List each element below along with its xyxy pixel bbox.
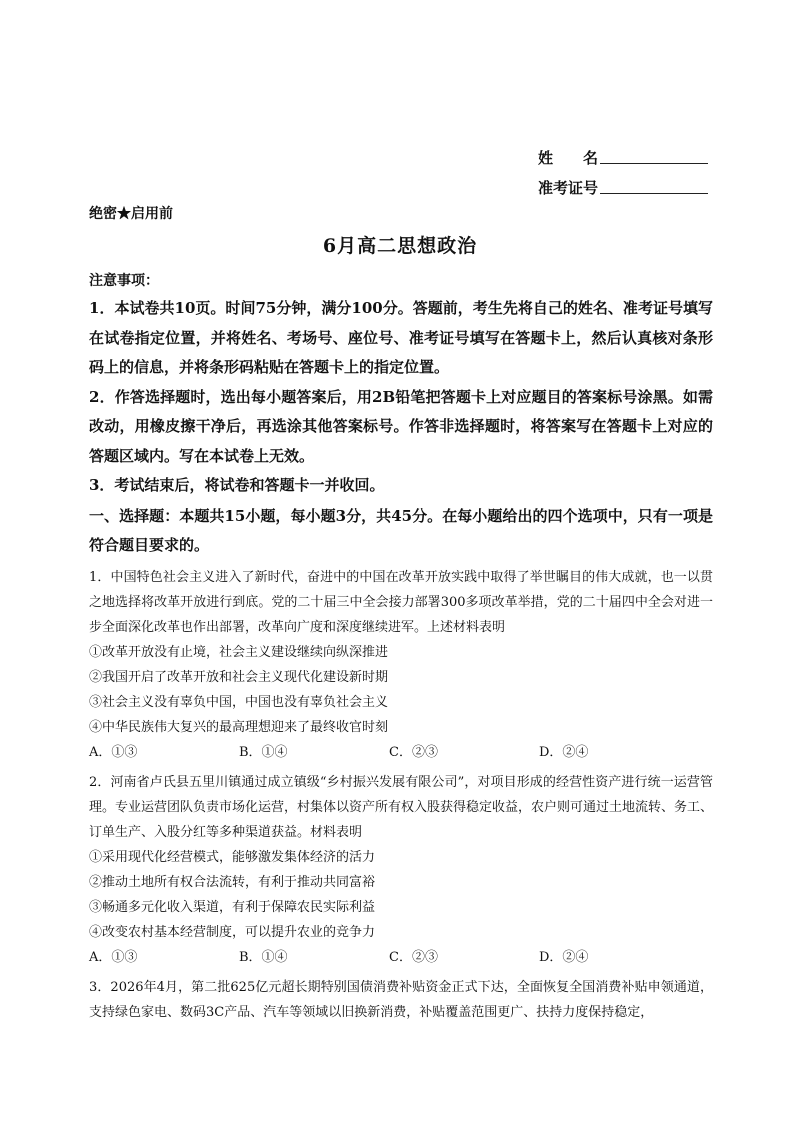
name-blank[interactable] [600,162,708,164]
statement: ④改变农村基本经营制度，可以提升农业的竞争力 [89,924,376,940]
choice-c[interactable]: C．②③ [389,949,438,965]
choice-c[interactable]: C．②③ [389,744,438,760]
notice-item: 3．考试结束后，将试卷和答题卡一并收回。 [89,476,385,494]
notice-item: 2．作答选择题时，选出每小题答案后，用2B铅笔把答题卡上对应题目的答案标号涂黑。如需改动，用橡皮擦干净后，再选涂其他答案标号。作答非选择题时，将答案写在答题卡上对应的答题区域内。写在本试卷上无效。 [89,387,713,465]
page-title: 6月高二思想政治 [322,235,478,257]
statement: ④中华民族伟大复兴的最高理想迎来了最终收官时刻 [89,719,389,735]
exam-id-field[interactable] [538,172,738,198]
exam-id-blank[interactable] [600,192,708,194]
choice-a[interactable]: A．①③ [89,949,138,965]
statement: ①采用现代化经营模式，能够激发集体经济的活力 [89,849,376,865]
notice-heading: 注意事项： [89,273,159,289]
name-field[interactable] [538,142,738,168]
statement: ③社会主义没有辜负中国，中国也没有辜负社会主义 [89,694,389,710]
candidate-info [538,142,738,202]
question-stem: 1．中国特色社会主义进入了新时代，奋进中的中国在改革开放实践中取得了举世瞩目的伟大成就，也一以贯之地选择将改革开放进行到底。党的二十届三中全会接力部署300多项改革举措，党的二十届四中全会对进一步全面深化改革也作出部署，改革向广度和深度继续进军。上述材料表明 [89,569,713,635]
statement: ①改革开放没有止境，社会主义建设继续向纵深推进 [89,644,389,660]
choice-b[interactable]: B．①④ [239,744,288,760]
statement: ③畅通多元化收入渠道，有利于保障农民实际利益 [89,899,376,915]
choice-b[interactable]: B．①④ [239,949,288,965]
question-stem: 2．河南省卢氏县五里川镇通过成立镇级“乡村振兴发展有限公司”，对项目形成的经营性资产进行统一运营管理。专业运营团队负责市场化运营，村集体以资产所有权入股获得稳定收益，农户则可通过土地流转、务工、订单生产、入股分红等多种渠道获益。材料表明 [89,774,714,840]
statement: ②推动土地所有权合法流转，有利于推动共同富裕 [89,874,376,890]
name-label: 姓 名 [538,149,599,167]
section-heading: 一、选择题：本题共15小题，每小题3分，共45分。在每小题给出的四个选项中，只有一项是符合题目要求的。 [89,506,713,554]
choice-d[interactable]: D．②④ [539,949,589,965]
choice-a[interactable]: A．①③ [89,744,138,760]
answer-choices [89,945,713,971]
secret-mark: 绝密★启用前 [89,206,173,222]
exam-content [89,268,713,1025]
choice-d[interactable]: D．②④ [539,744,589,760]
answer-choices [89,740,713,766]
notice-item: 1．本试卷共10页。时间75分钟，满分100分。答题前，考生先将自己的姓名、准考证号填写在试卷指定位置，并将姓名、考场号、座位号、准考证号填写在答题卡上，然后认真核对条形码上的信息，并将条形码粘贴在答题卡上的指定位置。 [89,299,713,376]
statement: ②我国开启了改革开放和社会主义现代化建设新时期 [89,669,389,685]
exam-id-label: 准考证号 [538,179,599,197]
question-stem: 3．2026年4月，第二批625亿元超长期特别国债消费补贴资金正式下达，全面恢复全国消费补贴申领通道，支持绿色家电、数码3C产品、汽车等领域以旧换新消费，补贴覆盖范围更广、扶持力度保持稳定， [89,979,713,1020]
